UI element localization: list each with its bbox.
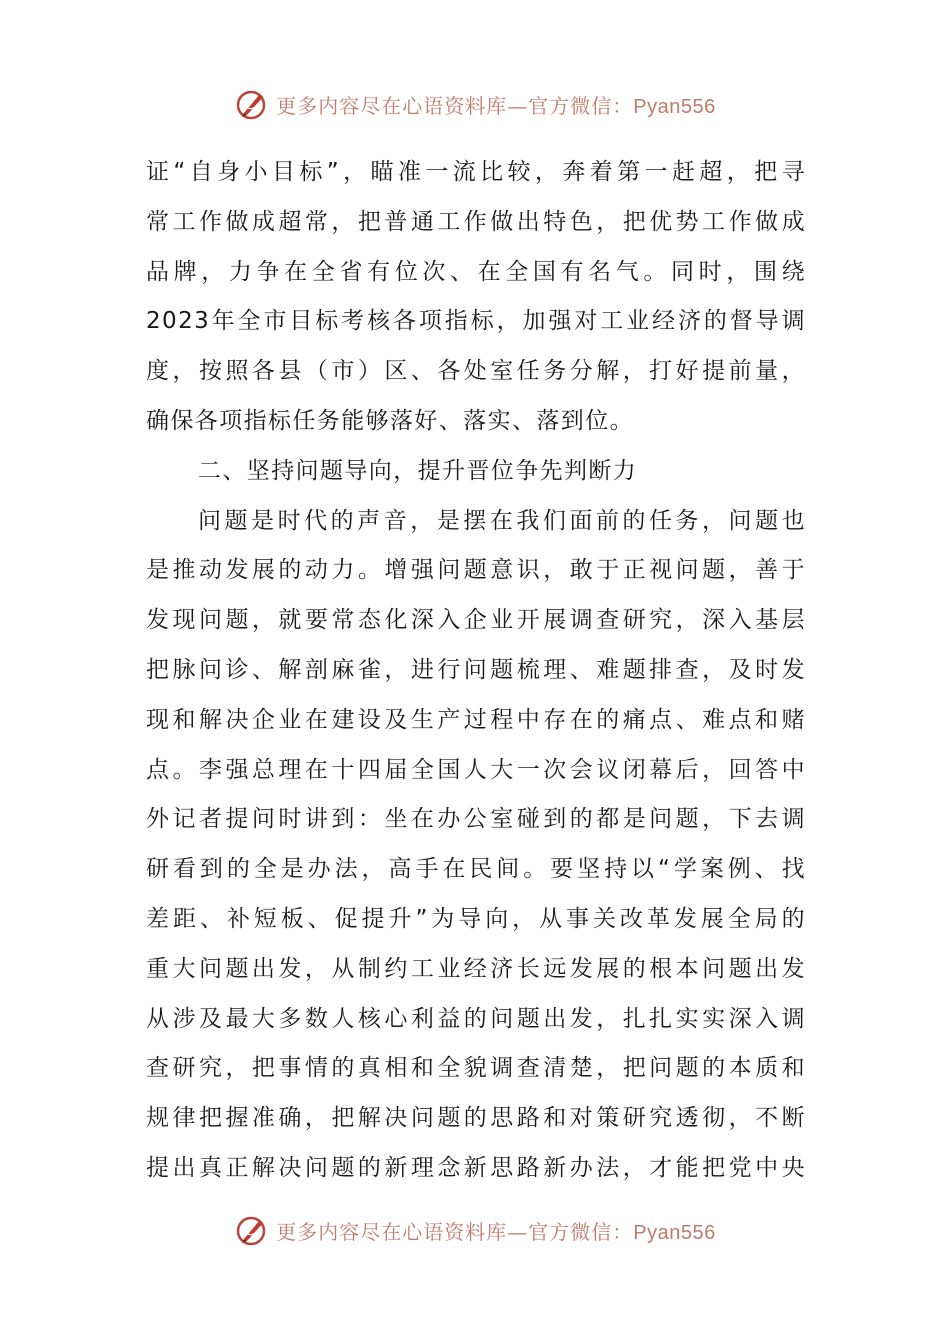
text-line-14: 外记者提问时讲到：坐在办公室碰到的都是问题，下去调 [146, 806, 806, 833]
text-line-16: 差距、补短板、促提升”为导向，从事关改革发展全局的 [146, 905, 806, 932]
section-heading: 二、坚持问题导向，提升晋位争先判断力 [198, 457, 638, 484]
text-line-4: 2023年全市目标考核各项指标，加强对工业经济的督导调 [146, 308, 806, 335]
text-line-15: 研看到的全是办法，高手在民间。要坚持以“学案例、找 [146, 856, 806, 883]
pen-logo-icon [234, 1212, 270, 1248]
text-line-12: 现和解决企业在建设及生产过程中存在的痛点、难点和赌 [146, 706, 806, 733]
text-line-6: 确保各项指标任务能够落好、落实、落到位。 [146, 407, 634, 434]
footer-banner [0, 1210, 950, 1250]
text-line-21: 提出真正解决问题的新理念新思路新办法，才能把党中央 [146, 1154, 806, 1181]
text-line-5: 度，按照各县（市）区、各处室任务分解，打好提前量， [146, 358, 806, 385]
header-banner [0, 84, 950, 124]
text-line-3: 品牌，力争在全省有位次、在全国有名气。同时，围绕 [146, 258, 806, 285]
header-banner-text: 更多内容尽在心语资料库—官方微信：Pyan556 [276, 93, 716, 118]
text-line-19: 查研究，把事情的真相和全貌调查清楚，把问题的本质和 [146, 1055, 806, 1082]
text-line-10: 发现问题，就要常态化深入企业开展调查研究，深入基层 [146, 607, 806, 634]
text-line-11: 把脉问诊、解剖麻雀，进行问题梳理、难题排查，及时发 [146, 656, 806, 683]
text-line-18: 从涉及最大多数人核心利益的问题出发，扎扎实实深入调 [146, 1005, 806, 1032]
text-line-8: 问题是时代的声音，是摆在我们面前的任务，问题也 [198, 507, 806, 534]
text-line-1: 证“自身小目标”，瞄准一流比较，奔着第一赶超，把寻 [146, 159, 806, 185]
footer-banner-text: 更多内容尽在心语资料库—官方微信：Pyan556 [276, 1219, 716, 1244]
text-line-2: 常工作做成超常，把普通工作做出特色，把优势工作做成 [146, 208, 806, 235]
text-line-13: 点。李强总理在十四届全国人大一次会议闭幕后，回答中 [146, 756, 806, 783]
text-line-17: 重大问题出发，从制约工业经济长远发展的根本问题出发 [146, 955, 806, 982]
pen-logo-icon [234, 86, 270, 122]
text-line-20: 规律把握准确，把解决问题的思路和对策研究透彻，不断 [146, 1105, 806, 1132]
footer-wechat-id: Pyan556 [633, 1221, 716, 1244]
header-wechat-id: Pyan556 [633, 95, 716, 118]
text-line-9: 是推动发展的动力。增强问题意识，敢于正视问题，善于 [146, 557, 806, 584]
document-body [146, 148, 806, 1194]
